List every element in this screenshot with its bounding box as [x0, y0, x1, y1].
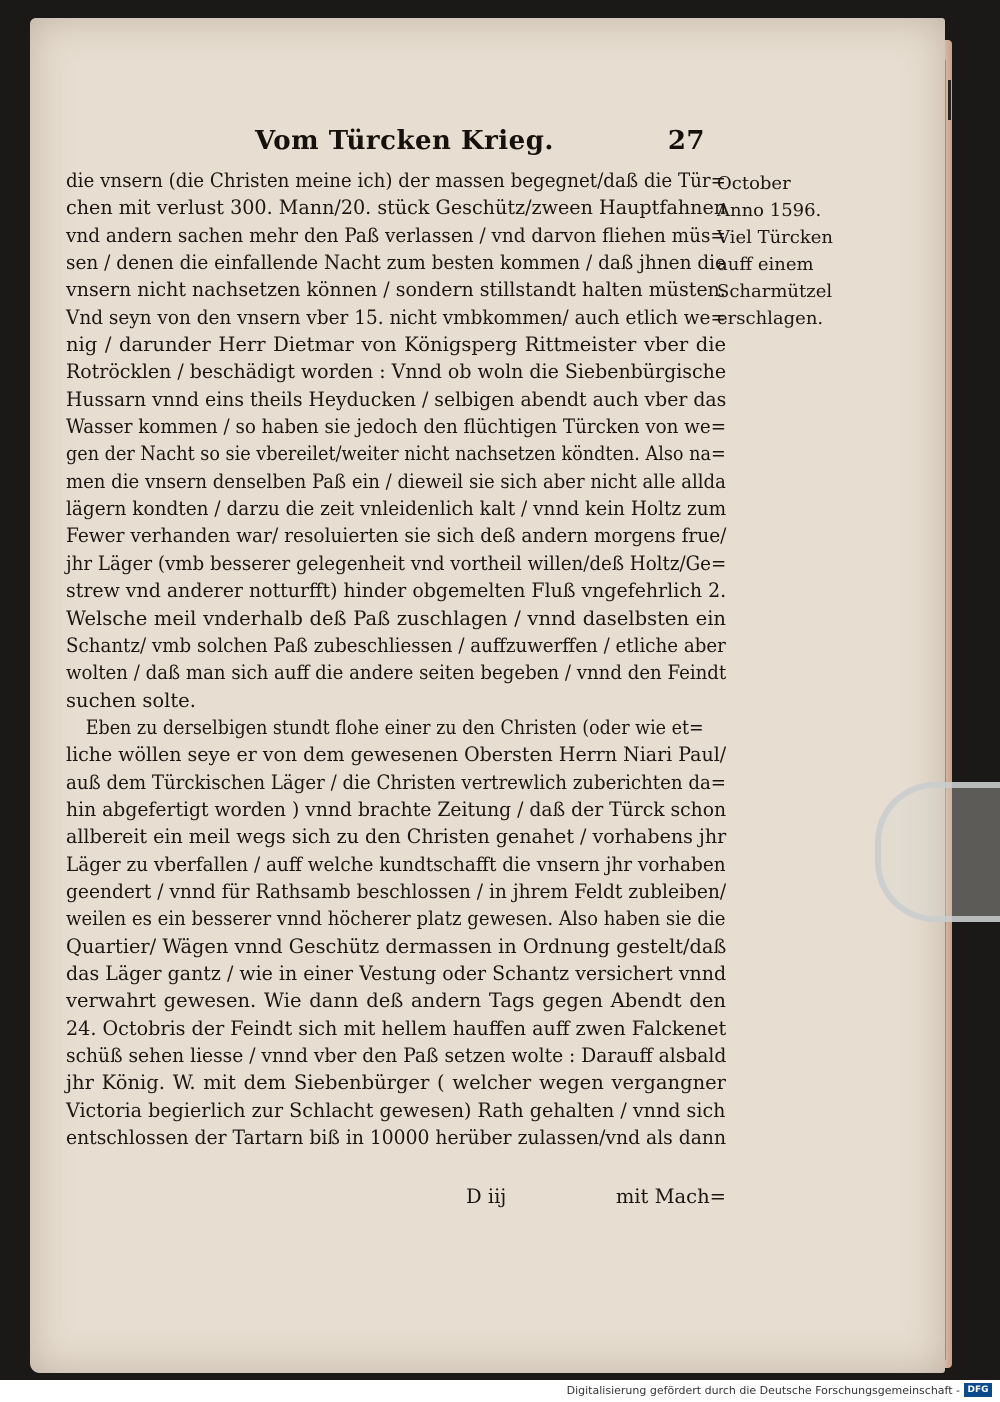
marginal-line: October — [717, 173, 791, 194]
marginal-line: auff einem — [717, 254, 814, 275]
page-footer — [66, 1185, 726, 1215]
text-line: Läger zu vberfallen / auff welche kundtschafft die vnsern jhr vorhaben — [66, 852, 726, 876]
signature-mark: D iij — [466, 1185, 507, 1208]
text-line: weilen es ein besserer vnnd höcherer platz gewesen. Also haben sie die — [66, 907, 726, 931]
text-line: die vnsern (die Christen meine ich) der massen begegnet/daß die Tür= — [66, 169, 726, 192]
text-line: Wasser kommen / so haben sie jedoch den flüchtigen Türcken von we= — [66, 415, 727, 439]
text-line: schüß sehen liesse / vnnd vber den Paß setzen wolte : Darauff alsbald — [66, 1044, 727, 1067]
text-line: Hussarn vnnd eins theils Heyducken / selbigen abendt auch vber das — [66, 387, 727, 411]
text-line: Quartier/ Wägen vnnd Geschütz dermassen in Ordnung gestelt/daß — [66, 934, 727, 958]
marginal-line: Viel Türcken — [717, 227, 834, 248]
text-line: Eben zu derselbigen stundt flohe einer zu den Christen (oder wie et= — [85, 715, 704, 739]
text-line: jhr König. W. mit dem Siebenbürger ( welcher wegen vergangner — [66, 1071, 726, 1095]
page-marker — [948, 80, 951, 120]
text-line: das Läger gantz / wie in einer Vestung oder Schantz versichert vnnd — [66, 961, 727, 985]
text-line: sen / denen die einfallende Nacht zum besten kommen / daß jhnen die — [66, 251, 726, 275]
text-line: auß dem Türckischen Läger / die Christen vertrewlich zuberichten da= — [66, 770, 727, 794]
text-line: verwahrt gewesen. Wie dann deß andern Tags gegen Abendt den — [66, 989, 726, 1013]
text-line: Welsche meil vnderhalb deß Paß zuschlagen / vnnd daselbsten ein — [66, 606, 726, 630]
text-line: hin abgefertigt worden ) vnnd brachte Zeitung / daß der Türck schon — [66, 797, 727, 821]
text-line: wolten / daß man sich auff die andere seiten begeben / vnnd den Feindt — [66, 661, 727, 685]
text-line: suchen solte. — [66, 688, 196, 712]
text-line: Rotröcklen / beschädigt worden : Vnnd ob woln die Siebenbürgische — [66, 360, 727, 384]
text-line: allbereit ein meil wegs sich zu den Christen genahet / vorhabens jhr — [66, 825, 727, 849]
text-line: gen der Nacht so sie vbereilet/weiter nicht nachsetzen köndten. Also na= — [66, 442, 726, 466]
text-line: geendert / vnnd für Rathsamb beschlossen / in jhrem Feldt zubleiben/ — [66, 879, 727, 903]
attribution-bar — [0, 1380, 1000, 1402]
marginal-line: Anno 1596. — [717, 200, 822, 221]
text-line: entschlossen der Tartarn biß in 10000 herüber zulassen/vnd als dann — [66, 1126, 727, 1150]
text-line: chen mit verlust 300. Mann/20. stück Geschütz/zween Hauptfahnen — [66, 196, 727, 220]
page-header — [255, 126, 715, 166]
text-line: jhr Läger (vmb besserer gelegenheit vnd vortheil willen/deß Holtz/Ge= — [66, 551, 727, 575]
dfg-logo: DFG — [964, 1383, 992, 1397]
marginal-line: Scharmützel — [717, 281, 833, 302]
page-clip — [875, 782, 1000, 922]
running-title: Vom Türcken Krieg. — [255, 126, 554, 156]
text-line: Schantz/ vmb solchen Paß zubeschliessen / auffzuwerffen / etliche aber — [66, 633, 726, 657]
text-line: lägern kondten / darzu die zeit vnleidenlich kalt / vnnd kein Holtz zum — [66, 497, 727, 521]
text-line: Fewer verhanden war/ resoluierten sie sich deß andern morgens frue/ — [66, 524, 727, 548]
attribution-text: Digitalisierung gefördert durch die Deutsche Forschungsgemeinschaft - — [566, 1384, 960, 1397]
body-text — [66, 167, 726, 1151]
catchword: mit Mach= — [615, 1185, 726, 1208]
text-line: vnd andern sachen mehr den Paß verlassen / vnd darvon fliehen müs= — [66, 223, 726, 247]
text-line: men die vnsern denselben Paß ein / dieweil sie sich aber nicht alle allda — [66, 469, 726, 493]
marginal-note — [717, 170, 842, 332]
page-number: 27 — [667, 126, 705, 156]
text-line: 24. Octobris der Feindt sich mit hellem hauffen auff zwen Falckenet — [66, 1016, 727, 1040]
text-line: nig / darunder Herr Dietmar von Königsperg Rittmeister vber die — [66, 333, 726, 357]
text-line: vnsern nicht nachsetzen können / sondern stillstandt halten müsten. — [66, 278, 726, 302]
text-line: Victoria begierlich zur Schlacht gewesen) Rath gehalten / vnnd sich — [66, 1098, 726, 1122]
text-line: strew vnd anderer notturfft) hinder obgemelten Fluß vngefehrlich 2. — [66, 579, 727, 603]
text-line: liche wöllen seye er von dem gewesenen Obersten Herrn Niari Paul/ — [66, 743, 727, 767]
marginal-line: erschlagen. — [717, 308, 824, 329]
text-line: Vnd seyn von den vnsern vber 15. nicht vmbkommen/ auch etlich we= — [66, 305, 726, 329]
